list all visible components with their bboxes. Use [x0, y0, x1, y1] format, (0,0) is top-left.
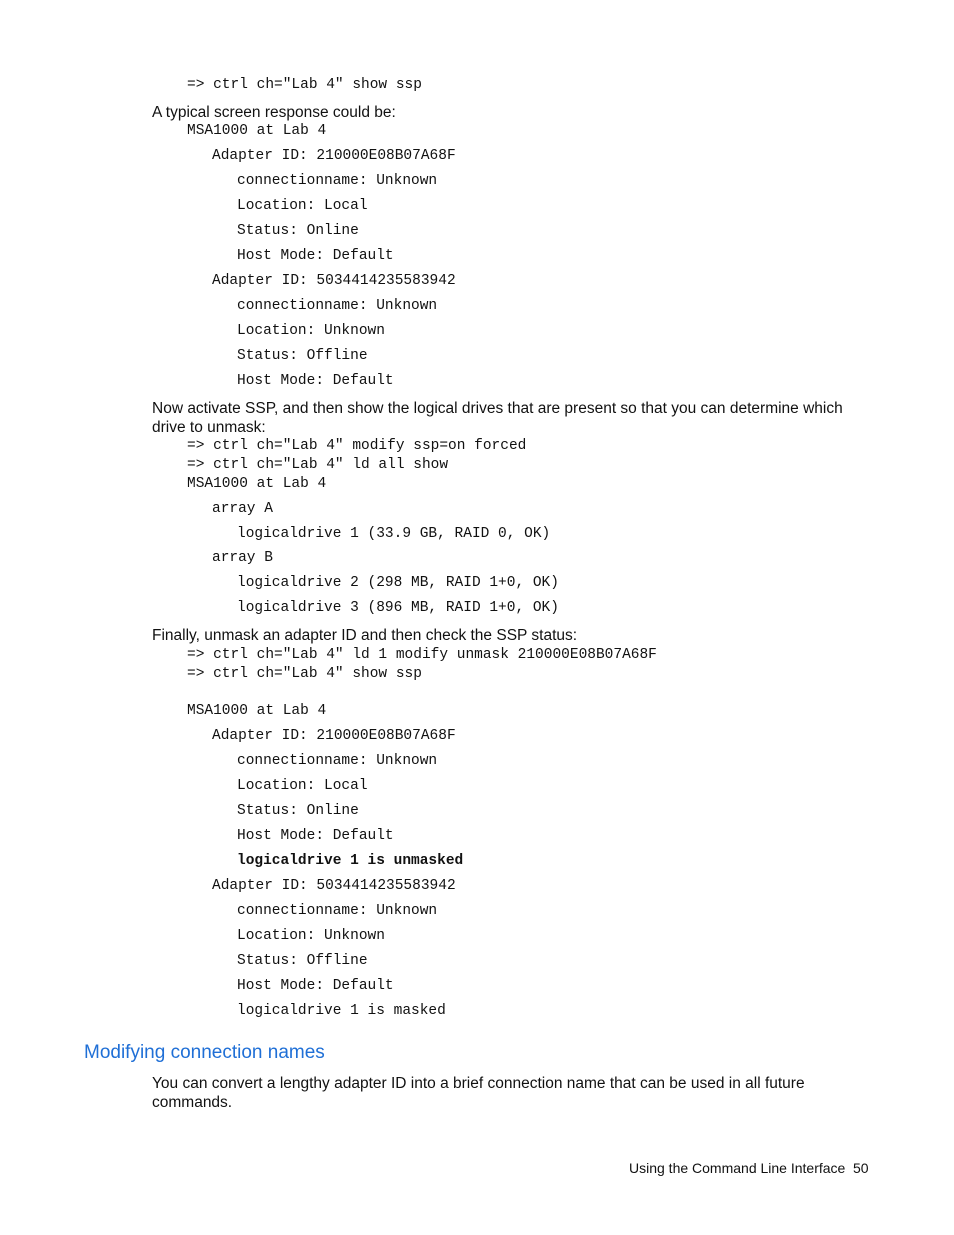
footer-chapter: Using the Command Line Interface — [629, 1160, 846, 1176]
output-line: connectionname: Unknown — [237, 173, 438, 189]
output-line: Host Mode: Default — [237, 248, 394, 264]
output-line: array A — [212, 501, 273, 517]
command-line: => ctrl ch="Lab 4" show ssp — [187, 77, 422, 93]
output-line-emphasis: logicaldrive 1 is unmasked — [237, 853, 464, 869]
paragraph: A typical screen response could be: — [152, 104, 396, 121]
command-line: => ctrl ch="Lab 4" ld 1 modify unmask 210000E08B07A68F — [187, 647, 657, 663]
paragraph: Finally, unmask an adapter ID and then check the SSP status: — [152, 627, 578, 644]
output-line: MSA1000 at Lab 4 — [187, 476, 327, 492]
output-line: logicaldrive 1 (33.9 GB, RAID 0, OK) — [237, 526, 551, 542]
output-line: MSA1000 at Lab 4 — [187, 703, 327, 719]
page-number: 50 — [853, 1160, 869, 1176]
output-line: logicaldrive 3 (896 MB, RAID 1+0, OK) — [237, 600, 559, 616]
output-line: connectionname: Unknown — [237, 903, 438, 919]
output-line: logicaldrive 1 is masked — [237, 1003, 446, 1019]
command-line: => ctrl ch="Lab 4" show ssp — [187, 666, 422, 682]
output-line: Host Mode: Default — [237, 978, 394, 994]
paragraph: Now activate SSP, and then show the logical drives that are present so that you can determine which drive to unmask: — [152, 400, 843, 436]
command-line: => ctrl ch="Lab 4" modify ssp=on forced — [187, 438, 527, 454]
output-line: connectionname: Unknown — [237, 298, 438, 314]
output-line: Status: Online — [237, 223, 359, 239]
output-line: Location: Unknown — [237, 323, 385, 339]
output-line: Adapter ID: 210000E08B07A68F — [212, 148, 456, 164]
output-line: Host Mode: Default — [237, 373, 394, 389]
output-line: Status: Online — [237, 803, 359, 819]
output-line: Adapter ID: 210000E08B07A68F — [212, 728, 456, 744]
output-line: MSA1000 at Lab 4 — [187, 123, 327, 139]
output-line: Location: Unknown — [237, 928, 385, 944]
output-line: Location: Local — [237, 778, 368, 794]
paragraph: You can convert a lengthy adapter ID into a brief connection name that can be used in all future commands. — [152, 1075, 805, 1111]
command-line: => ctrl ch="Lab 4" ld all show — [187, 457, 449, 473]
output-line: Host Mode: Default — [237, 828, 394, 844]
output-line: array B — [212, 550, 273, 566]
output-line: logicaldrive 2 (298 MB, RAID 1+0, OK) — [237, 575, 559, 591]
section-heading: Modifying connection names — [84, 1042, 325, 1063]
output-line: Adapter ID: 5034414235583942 — [212, 273, 456, 289]
output-line: connectionname: Unknown — [237, 753, 438, 769]
output-line: Status: Offline — [237, 953, 368, 969]
output-line: Status: Offline — [237, 348, 368, 364]
output-line: Location: Local — [237, 198, 368, 214]
output-line: Adapter ID: 5034414235583942 — [212, 878, 456, 894]
